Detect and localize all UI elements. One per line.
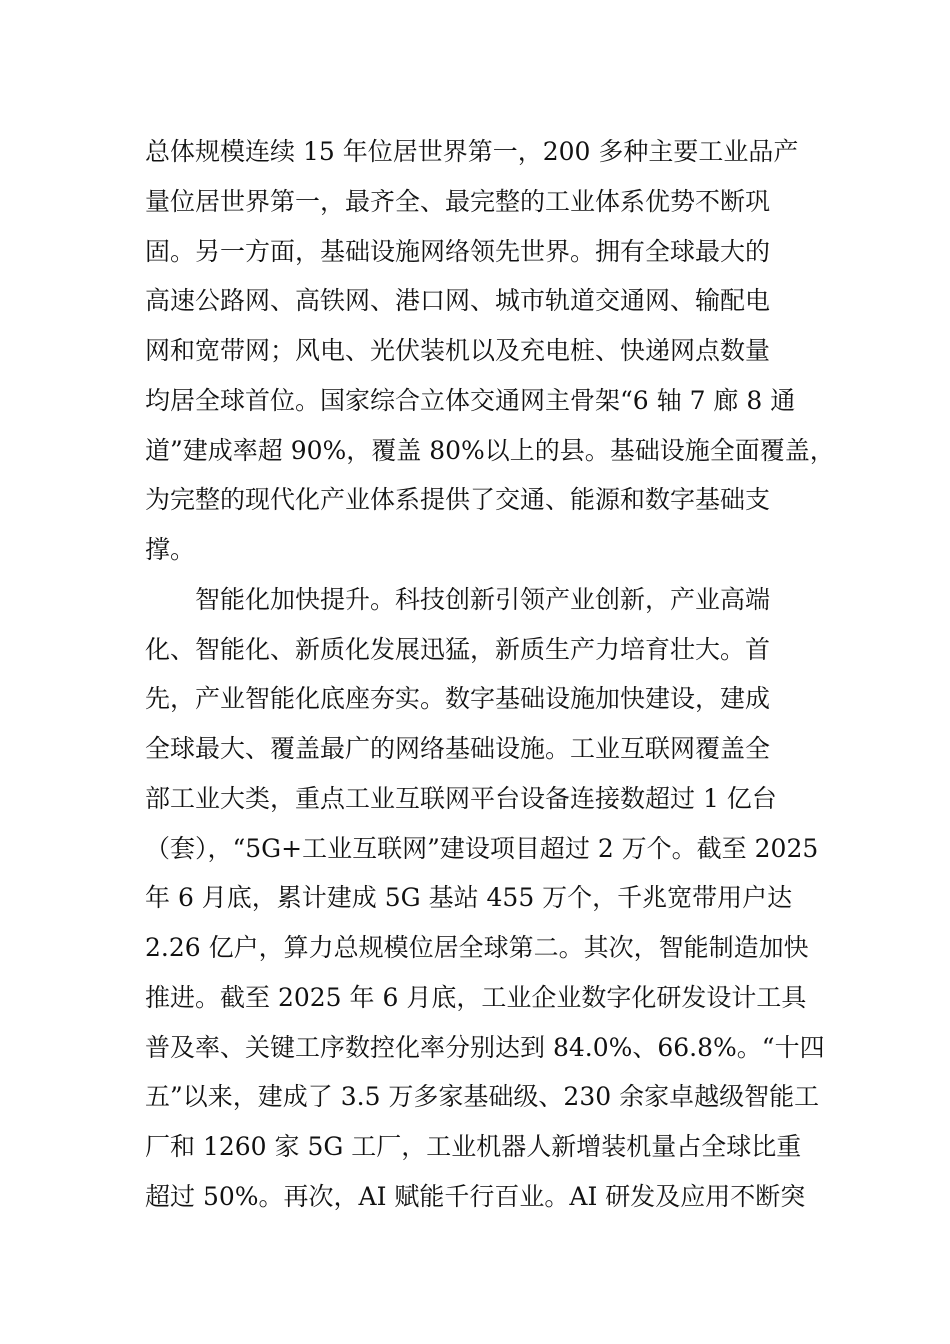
text-line: 均居全球首位。国家综合立体交通网主骨架“6 轴 7 廊 8 通 xyxy=(145,385,796,415)
text-line: 部工业大类，重点工业互联网平台设备连接数超过 1 亿台 xyxy=(145,783,777,813)
paragraph-industrial-infrastructure xyxy=(145,127,845,575)
text-line: 量位居世界第一，最齐全、最完整的工业体系优势不断巩 xyxy=(145,186,771,216)
text-line: 撑。 xyxy=(145,535,196,564)
paragraph-intelligence xyxy=(145,575,845,1222)
text-line: 先，产业智能化底座夯实。数字基础设施加快建设，建成 xyxy=(145,684,771,714)
text-line: 网和宽带网；风电、光伏装机以及充电桩、快递网点数量 xyxy=(145,336,771,365)
text-line: 化、智能化、新质化发展迅猛，新质生产力培育壮大。首 xyxy=(145,634,771,664)
text-line: 道”建成率超 90%，覆盖 80%以上的县。基础设施全面覆盖， xyxy=(145,435,835,465)
text-line: 五”以来，建成了 3.5 万多家基础级、230 余家卓越级智能工 xyxy=(145,1082,820,1112)
text-line: 年 6 月底，累计建成 5G 基站 455 万个，千兆宽带用户达 xyxy=(145,883,793,913)
text-line: 固。另一方面，基础设施网络领先世界。拥有全球最大的 xyxy=(145,236,771,266)
text-line: 全球最大、覆盖最广的网络基础设施。工业互联网覆盖全 xyxy=(145,734,771,763)
text-line: 高速公路网、高铁网、港口网、城市轨道交通网、输配电 xyxy=(145,286,771,316)
body-text xyxy=(145,127,845,1222)
text-line: 普及率、关键工序数控化率分别达到 84.0%、66.8%。“十四 xyxy=(145,1032,825,1062)
text-line: 推进。截至 2025 年 6 月底，工业企业数字化研发设计工具 xyxy=(145,982,807,1012)
text-line: 厂和 1260 家 5G 工厂，工业机器人新增装机量占全球比重 xyxy=(145,1132,802,1161)
text-line: 总体规模连续 15 年位居世界第一，200 多种主要工业品产 xyxy=(145,137,799,166)
text-line: 超过 50%。再次，AI 赋能千行百业。AI 研发及应用不断突 xyxy=(145,1181,806,1211)
text-line: （套），“5G+工业互联网”建设项目超过 2 万个。截至 2025 xyxy=(145,833,819,863)
text-line: 2.26 亿户，算力总规模位居全球第二。其次，智能制造加快 xyxy=(145,933,809,962)
text-line: 为完整的现代化产业体系提供了交通、能源和数字基础支 xyxy=(145,485,771,515)
text-line-indented: 智能化加快提升。科技创新引领产业创新，产业高端 xyxy=(195,584,771,614)
